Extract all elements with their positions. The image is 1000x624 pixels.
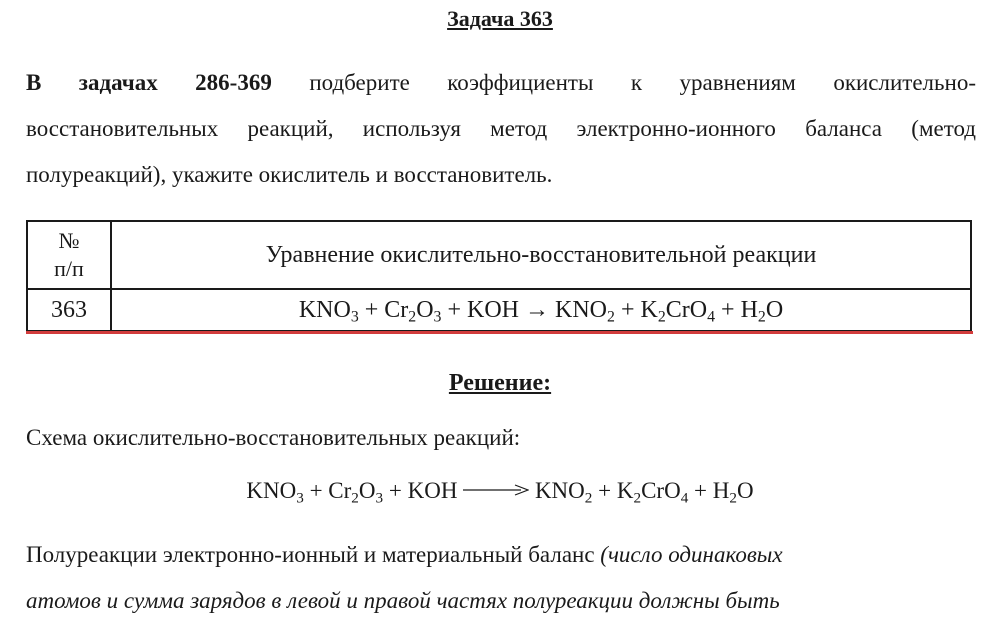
header-number-label: п/п [54, 256, 84, 281]
long-arrow-icon [463, 484, 529, 496]
instructions-line-1 [26, 60, 976, 106]
solution-heading: Решение: [448, 370, 552, 396]
instructions-bold-range: В задачах 286-369 [26, 70, 272, 95]
half-reactions-note-part-1: (число одинаковых [600, 542, 783, 567]
scheme-equation: $KNO_3 + Cr_2O_3$ + KOH $KNO_2 + K_2CrO_4 + H_2O$ [246, 478, 754, 507]
row-equation-cell: $KNO_3 + Cr_2O_3$ + KOH → $KNO_2 + K_2CrO_4 + H_2O$ [111, 289, 971, 331]
scheme-label: Схема окислительно-восстановительных реакций: [26, 425, 521, 450]
half-reactions-note-part-2: атомов и сумма зарядов в левой и правой частях полуреакции должны быть [26, 588, 780, 613]
instructions-line-2: восстановительных реакций, используя метод электронно-ионного баланса (метод [26, 116, 976, 141]
half-reactions-paragraph [26, 532, 976, 624]
task-table-row [27, 289, 971, 331]
header-number-cell [27, 221, 111, 289]
task-table [26, 220, 972, 332]
task-table-header [27, 221, 971, 289]
header-equation-cell: Уравнение окислительно-восстановительной реакции [111, 221, 971, 289]
task-instructions [26, 60, 976, 198]
reaction-arrow: → [519, 296, 556, 323]
half-reactions-text: Полуреакции электронно-ионный и материальный баланс [26, 542, 601, 567]
row-number-cell: 363 [27, 289, 111, 331]
instructions-line-3: полуреакций), укажите окислитель и восстановитель. [26, 162, 553, 187]
table-bottom-red-line [26, 331, 973, 334]
instructions-line-1-text: подберите коэффициенты к уравнениям окислительно- [309, 70, 976, 95]
header-number-symbol: № [58, 228, 80, 253]
task-title: Задача 363 [447, 6, 553, 31]
